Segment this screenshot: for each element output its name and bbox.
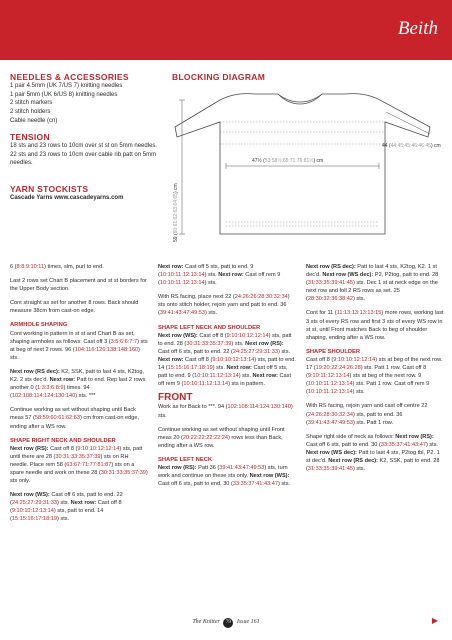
instruction-paragraph: Shape right side of neck as follows: Next row (RS): Cast off 6 sts, patt to end. 30 (33:35:37:41:43:47) sts. Next row (WS dec): Patt to last 4 sts, P2tog tbl, P2. 1 st dec'd. Next row (RS dec): K2, SSK, patt to end. 28 (31:33:35:39:41:45) sts. xyxy=(306,433,440,473)
blocking-diagram xyxy=(160,82,450,252)
instruction-paragraph: With RS facing, place next 22 (24:26:26:28:30:32:34) sts onto stitch holder, rejoin yarn and patt to end. 36 (39:41:43:47:49:53) sts. xyxy=(158,294,290,317)
column-2 xyxy=(158,263,296,494)
needles-line: 2 stitch holders xyxy=(10,109,51,116)
section-subheading: SHAPE RIGHT NECK AND SHOULDER xyxy=(10,437,116,444)
instruction-paragraph: Next row (RS): Patt 36 (39:41:43:47:49:53) sts, turn work and continue on these sts only. Next row (WS): Cast off 6 sts, patt to end. 30 (33:35:37:41:43:47) sts. xyxy=(158,464,291,488)
issue-number: Issue 161 xyxy=(236,619,260,625)
instruction-paragraph: Next row (RS): Cast off 8 (9:10:10:12:12:14) sts, patt until there are 28 (30:31:33:35:37:39) sts on RH needle. Place rem 58 (63:67:71:77:81:87) sts on a spare needle and work on these 28 (30:31:33:35:37:39) sts only. xyxy=(10,445,148,485)
needles-list xyxy=(10,82,160,126)
needles-heading: NEEDLES & ACCESSORIES xyxy=(10,72,129,82)
height-measurement: 59 (60:61:62:63:64:65) cm xyxy=(173,183,179,242)
instruction-paragraph: Continue working as set without shaping until Back meas 57 (58:59:60:61:62:63) cm from cast-on edge, ending after a WS row. xyxy=(10,407,140,430)
yarn-heading: YARN STOCKISTS xyxy=(10,184,89,194)
magazine-name: The Knitter xyxy=(192,619,220,625)
instruction-paragraph: Cont working in pattern in st st and Chart B as set, shaping armholes as follows: Cast off 3 (3:5:6:6:7:7) sts at beg of next 2 rows. 96 (104:116:126:138:148:160) sts. xyxy=(10,330,148,361)
width-measurement: 47½ (53:58½:65:71:76:81½) cm xyxy=(252,158,324,164)
column-1 xyxy=(10,263,148,530)
instruction-paragraph: Work as for Back to ***. 94 (102:108:114:124:130:140) sts. xyxy=(158,404,293,419)
instruction-paragraph: Next row (WS): Cast off 6 sts, patt to end. 22 (24:25:27:29:31:33) sts. Next row: Cast off 8 (9:10:10:12:13:14) sts, patt to end. 14 (15:15:16:17:18:19) sts. xyxy=(10,492,123,523)
needles-line: 1 pair 4.5mm (UK 7/US 7) knitting needles xyxy=(10,83,123,89)
yarn-text: Cascade Yarns www.cascadeyarns.com xyxy=(10,195,124,201)
page-number: 79 xyxy=(223,618,233,628)
needles-line: 1 pair 5mm (UK 6/US 8) knitting needles xyxy=(10,91,118,98)
tension-para: 18 sts and 23 rows to 10cm over st st on 5mm needles. xyxy=(10,143,158,149)
tension-heading: TENSION xyxy=(10,132,50,142)
instruction-paragraph: Cont straight as set for another 8 rows. Back should measure 38cm from cast-on edge. xyxy=(10,300,139,315)
instruction-paragraph: With RS facing, rejoin yarn and cast off centre 22 (24:26:28:30:32:34) sts, patt to end. 36 (39:41:43:47:49:53) sts. Patt 1 row. xyxy=(306,403,428,426)
page-footer xyxy=(0,618,452,628)
instruction-paragraph: Next row (WS): Cast off 8 (9:10:10:12:12:14) sts, patt to end. 28 (30:31:33:35:37:39) sts. Next row (RS): Cast off 6 sts, patt to end. 22 (24:25:27:29:31:33) sts. Next row: Cast off 8 (9:10:10:12:13:14) sts, patt to end. 14 (15:15:16:17:18:19) sts. Next row: Cast off 5 sts, patt to end. 9 (10:10:11:12:13:14) sts. Next row: Cast off rem 9 (10:10:11:12:13:14) sts in pattern. xyxy=(158,332,296,388)
section-subheading: SHAPE LEFT NECK xyxy=(158,456,213,463)
section-subheading: ARMHOLE SHAPING xyxy=(10,322,68,329)
page-title: Beith xyxy=(397,18,438,39)
sleeve-measurement: 44 (44:45:45:46:46:45) cm xyxy=(382,143,441,149)
instruction-paragraph: Next row (RS dec): Patt to last 4 sts, K2tog, K2. 1 st dec'd. Next row (WS dec): P2, P2tog, patt to end. 28 (31:33:35:39:41:45) sts. Dec 1 st at neck edge on the next row and foll 2 RS rows as set. 25 (28:30:32:36:38:42) sts. xyxy=(306,264,439,303)
instruction-paragraph: 6 (8:8:9:10:11) times, slm, purl to end. xyxy=(10,264,104,270)
section-subheading: SHAPE LEFT NECK AND SHOULDER xyxy=(158,324,261,331)
continue-arrow-icon: ▶ xyxy=(431,616,438,625)
section-heading: FRONT xyxy=(158,392,193,404)
tension-para: 22 sts and 23 rows to 10cm over cable rib patt on 5mm needles. xyxy=(10,151,157,167)
instruction-paragraph: Next row: Cast off 5 sts, patt to end. 9 (10:10:11:12:13:14) sts. Next row: Cast off rem 9 (10:10:11:12:13:14) sts. xyxy=(158,264,281,287)
instruction-paragraph: Last 2 rows set Chart B placement and st st borders for the Upper Body section. xyxy=(10,278,147,293)
instruction-paragraph: Next row (RS dec): K2, SSK, patt to last 4 sts, K2tog, K2. 2 sts dec'd. Next row: Patt to end. Rep last 2 rows another 0 (1:3:3:6:8:9) times. 94 (102:108:114:124:130:140) sts. *** xyxy=(10,368,146,400)
header-banner xyxy=(0,0,452,60)
diagram-heading: BLOCKING DIAGRAM xyxy=(172,72,266,82)
instruction-paragraph: Continue working as set without shaping until Front meas 20 (20:22:22:22:22:24) rows less than Back, ending after a WS row. xyxy=(158,426,285,449)
section-subheading: SHAPE SHOULDER xyxy=(306,348,361,355)
column-3 xyxy=(306,263,444,479)
needles-line: Cable needle (cn) xyxy=(10,117,58,124)
tension-text xyxy=(10,142,160,168)
needles-line: 2 stitch markers xyxy=(10,100,53,107)
instruction-paragraph: Cast off 8 (9:10:10:12:12:14) sts at beg of the next row. 17 (19:20:22:24:26:28) sts. Patt 1 row. Cast off 8 (9:10:11:12:13:14) sts at beg of the next row. 9 (10:10:11:12:13:14) sts. Patt 1 row. Cast off rem 9 (10:10:11:12:13:14) sts. xyxy=(306,356,443,396)
instruction-paragraph: Cont for 11 (11:13:13:13:13:15) more rows, working last 3 sts of every RS row and first 3 sts of every WS row in st st, until Front matches Back to beg of shoulder shaping, ending after a WS row. xyxy=(306,310,444,341)
